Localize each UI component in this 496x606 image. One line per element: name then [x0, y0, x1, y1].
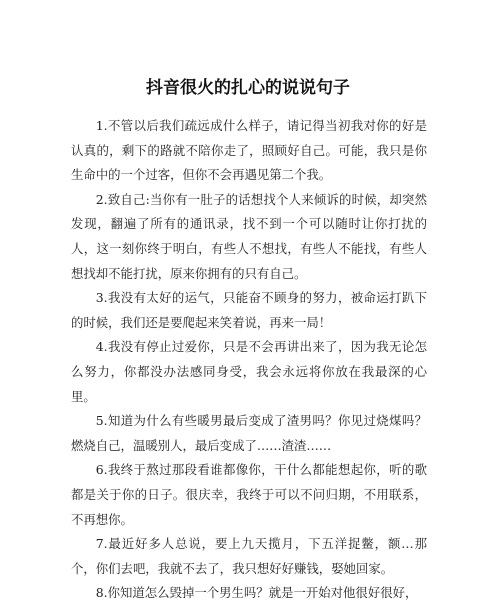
paragraph-7: 7.最近好多人总说，要上九天揽月，下五洋捉鳖，额…那个，你们去吧，我就不去了，我只想好好赚钱，娶她回家。 — [71, 536, 427, 576]
paragraph-6: 6.我终于熬过那段看谁都像你，干什么都能想起你，听的歌都是关于你的日子。很庆幸，我终于可以不问归期，不用联系，不再想你。 — [71, 462, 427, 527]
document-body — [71, 114, 427, 606]
paragraph-8: 8.你知道怎么毁掉一个男生吗？就是一开始对他很好很好， — [95, 585, 418, 601]
paragraph-3: 3.我没有太好的运气，只能奋不顾身的努力，被命运打趴下的时候，我们还是要爬起来笑着说，再来一局！ — [71, 290, 427, 330]
page-title: 抖音很火的扎心的说说句子 — [146, 78, 350, 98]
paragraph-5: 5.知道为什么有些暖男最后变成了渣男吗？你见过烧煤吗？燃烧自己，温暖别人，最后变成了……渣渣…… — [71, 413, 427, 453]
paragraph-2: 2.致自己:当你有一肚子的话想找个人来倾诉的时候，却突然发现，翻遍了所有的通讯录，找不到一个可以随时让你打扰的人，这一刻你终于明白，有些人不想找，有些人不能找，有些人想找却不能打扰，原来你拥有的只有自己。 — [71, 191, 427, 281]
paragraph-4: 4.我没有停止过爱你，只是不会再讲出来了，因为我无论怎么努力，你都没办法感同身受，我会永远将你放在我最深的心里。 — [71, 339, 427, 404]
paragraph-1: 1.不管以后我们疏远成什么样子，请记得当初我对你的好是认真的，剩下的路就不陪你走了，照顾好自己。可能，我只是你生命中的一个过客，但你不会再遇见第二个我。 — [71, 118, 427, 183]
